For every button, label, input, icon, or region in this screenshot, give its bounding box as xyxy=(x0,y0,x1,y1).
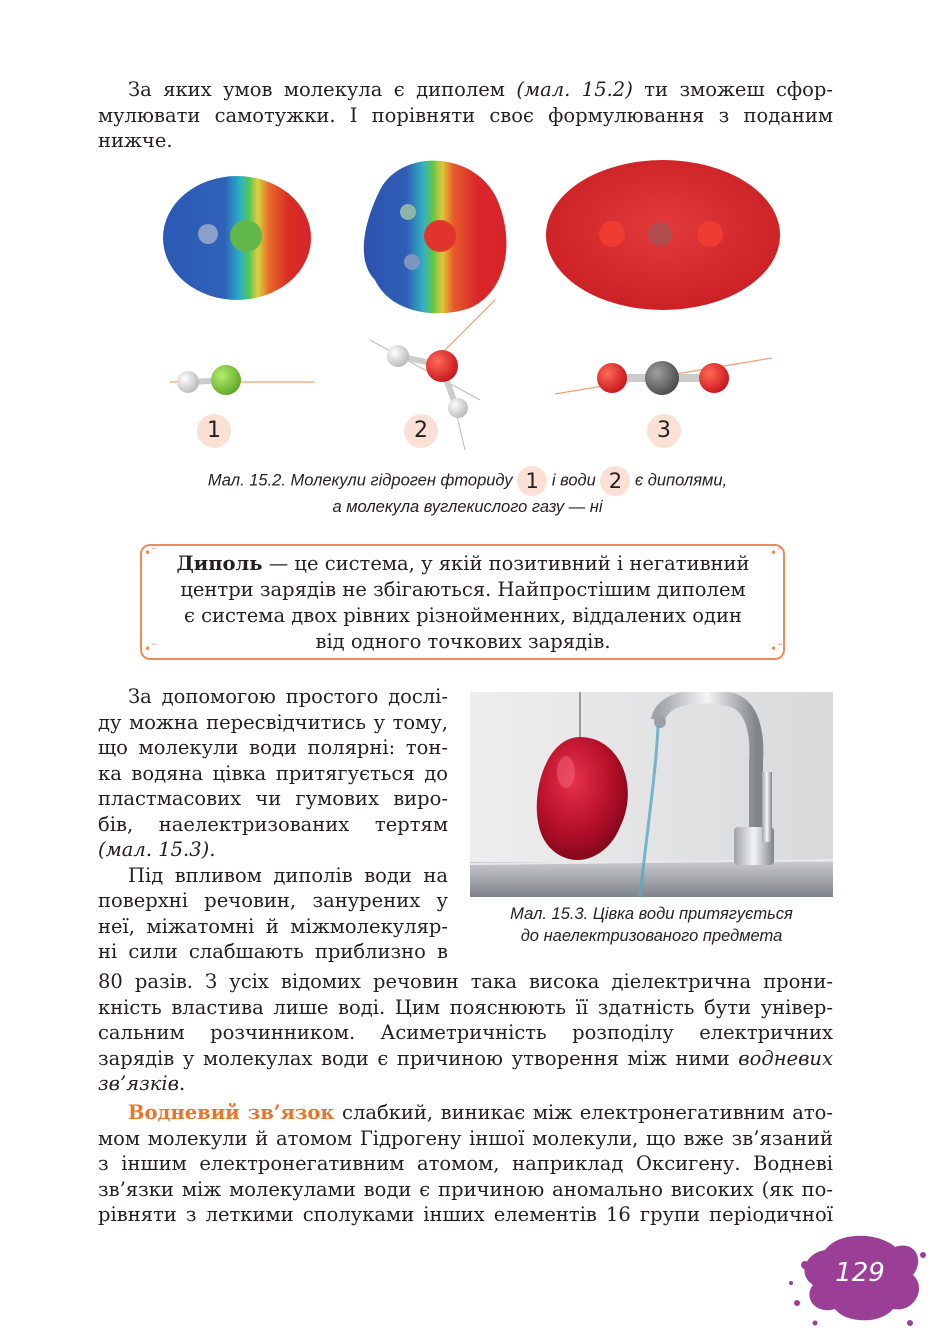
caption-badge2: 2 xyxy=(600,466,630,496)
definition-term: Диполь xyxy=(176,552,263,575)
text-line: з іншим електронегативним атомом, наприклад Оксигену. Водневі xyxy=(98,1152,833,1175)
caption-part2: і води xyxy=(551,471,596,490)
molecules-illustration xyxy=(150,150,790,460)
text-line: ні сили слабшають приблизно в xyxy=(98,940,448,963)
hf-surface xyxy=(163,176,311,300)
text-line: За допомогою простого дослі- xyxy=(128,685,448,708)
text-line: неї, міжатомні й міжмолекуляр- xyxy=(98,914,448,938)
intro-paragraph xyxy=(98,77,833,154)
label-h2o: 2 xyxy=(404,414,438,448)
intro-line3: нижче. xyxy=(98,129,173,152)
caption-15-3-line2: до наелектризованого предмета xyxy=(520,927,783,945)
caption-15-2 xyxy=(140,466,795,518)
definition-line3: є система двох рівних різнойменних, віддалених один xyxy=(184,604,742,627)
label-hf: 1 xyxy=(197,414,231,448)
hydrogen-bond-paragraph xyxy=(98,1100,833,1228)
caption-part1: Мал. 15.2. Молекули гідроген фториду xyxy=(207,471,513,490)
text-line: що молекули води полярні: тон- xyxy=(98,736,448,759)
co2-surface xyxy=(546,160,780,310)
intro-line2: мулювати самотужки. І порівняти своє формулювання з поданим xyxy=(98,103,833,127)
text-line: кність властива лише воді. Цим пояснюють її здатність бути універ- xyxy=(98,995,833,1019)
text-line: пластмасових чи гумових виро- xyxy=(98,787,448,810)
text-line: 80 разів. З усіх відомих речовин така висока діелектрична прони- xyxy=(98,970,833,993)
text-line: зв’язки між молекулами води є причиною аномально високих (як по- xyxy=(98,1177,833,1201)
text-line: бів, наелектризованих тертям xyxy=(98,812,448,836)
caption-15-3-line1: Мал. 15.3. Цівка води притягується xyxy=(510,905,793,923)
text-line: зарядів у молекулах води є причиною утворення між ними xyxy=(98,1046,739,1070)
italic-term: зв’язків xyxy=(98,1072,179,1095)
text-line: Під впливом диполів води на xyxy=(128,863,448,887)
text-line: поверхні речовин, занурених у xyxy=(98,889,448,912)
text-line: сальним розчинником. Асиметричність розподілу електричних xyxy=(98,1021,833,1044)
experiment-paragraph xyxy=(98,684,448,965)
label-co2: 3 xyxy=(647,414,681,448)
definition-line2: центри зарядів не збігаються. Найпростішим диполем xyxy=(180,578,746,601)
fig-ref: (мал. 15.3). xyxy=(98,838,216,861)
hf-molecule xyxy=(170,365,315,395)
definition-line4: від одного точкових зарядів. xyxy=(315,630,611,653)
caption-15-3 xyxy=(470,903,833,947)
text-line: слабкий, виникає між електронегативним ато- xyxy=(334,1101,833,1124)
intro-line1b: ти зможеш сфор- xyxy=(632,78,833,101)
definition-text xyxy=(168,551,758,655)
h2o-surface xyxy=(364,161,507,314)
co2-molecule xyxy=(555,358,772,395)
intro-line1a: За яких умов молекула є диполем xyxy=(128,78,517,101)
fig-ref: (мал. 15.2) xyxy=(516,78,633,101)
balloon-water-photo xyxy=(470,692,833,897)
caption-badge1: 1 xyxy=(517,466,547,496)
text-line: мом молекули й атомом Гідрогену іншої молекули, що вже зв’язаний xyxy=(98,1126,833,1150)
hydrogen-bond-term: Водневий зв’язок xyxy=(128,1101,335,1124)
text-line: рівняти з леткими сполуками інших елементів 16 групи періодичної xyxy=(98,1203,833,1226)
corner-ornament: •¨ xyxy=(770,546,784,560)
corner-ornament: •¨ xyxy=(770,642,784,656)
italic-term: водневих xyxy=(738,1046,833,1070)
caption-part3: є диполями, xyxy=(634,471,728,490)
corner-ornament: •¨ xyxy=(144,642,158,656)
dielectric-paragraph xyxy=(98,969,833,1097)
text-line: . xyxy=(178,1072,186,1095)
corner-ornament: •¨ xyxy=(144,546,158,560)
text-line: ду можна пересвідчитись у тому, xyxy=(98,710,448,734)
text-line: ка водяна цівка притягується до xyxy=(98,761,448,785)
page-number: 129 xyxy=(835,1258,885,1288)
definition-line1: — це система, у якій позитивний і негативний xyxy=(262,552,750,575)
caption-line2: а молекула вуглекислого газу — ні xyxy=(332,498,603,516)
